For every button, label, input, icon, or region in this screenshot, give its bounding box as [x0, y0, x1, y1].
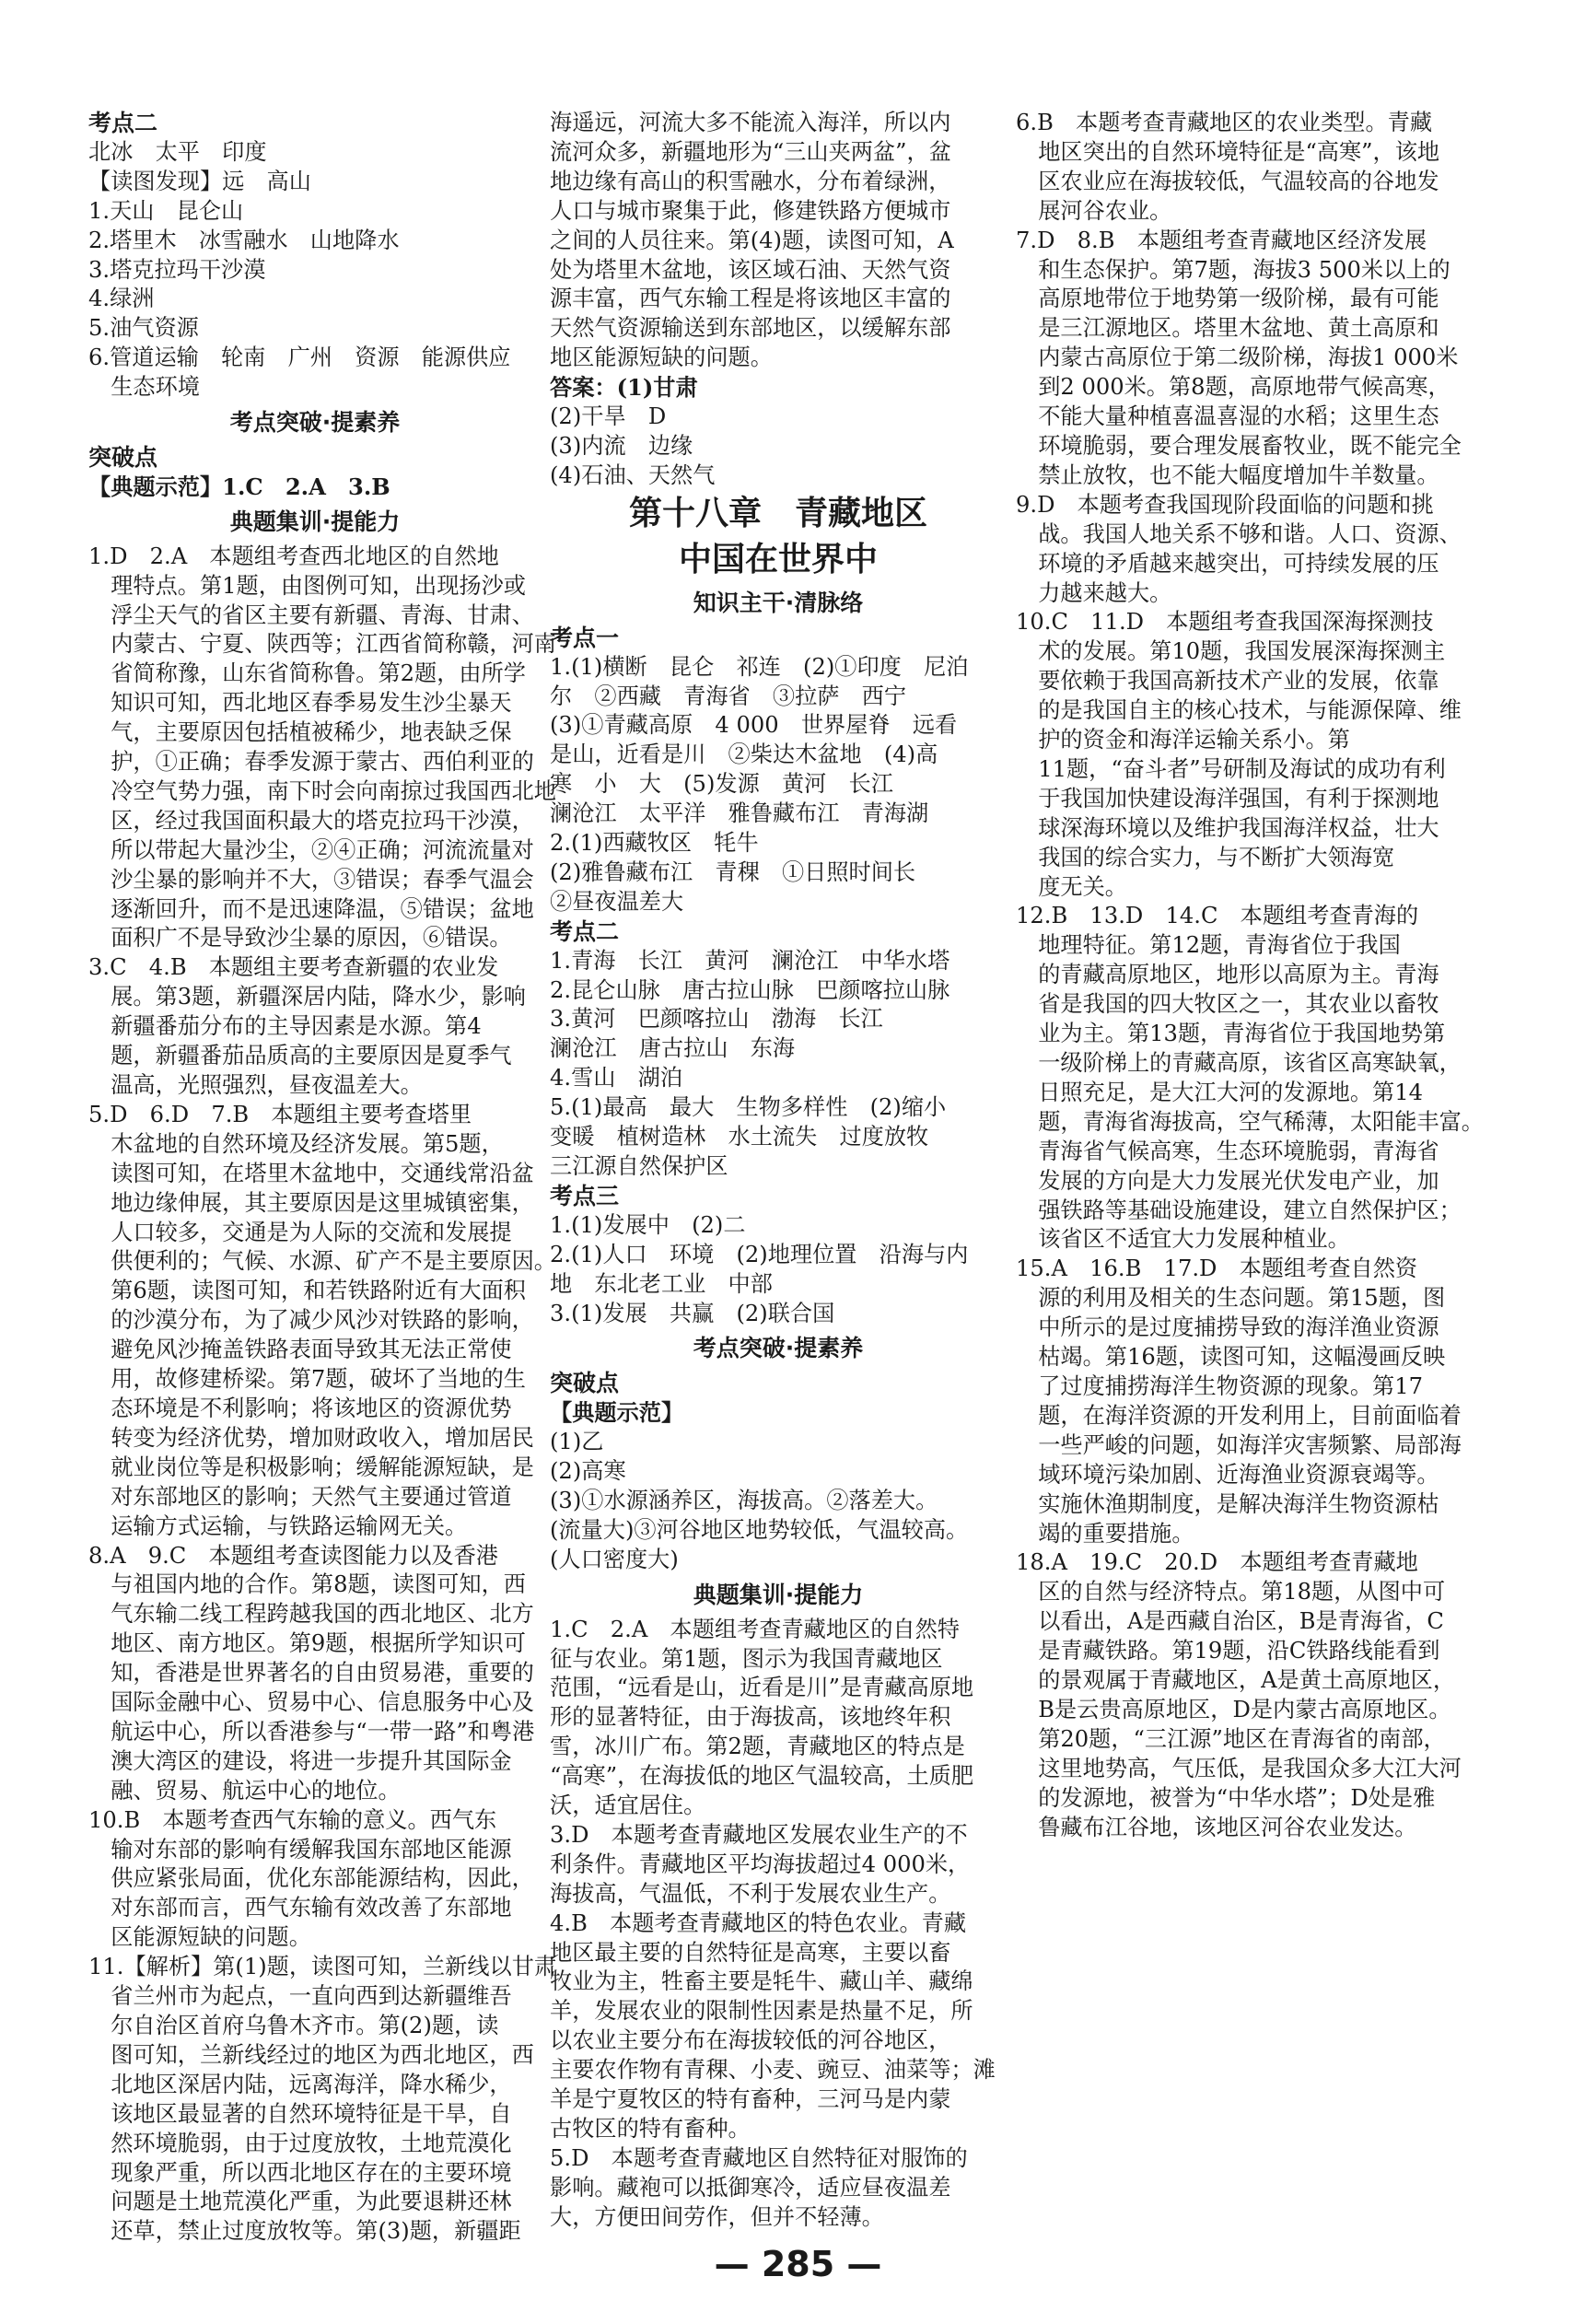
text-line: 主要农作物有青稞、小麦、豌豆、油菜等；滩 — [550, 2057, 996, 2084]
text-line: 的是我国自主的核心技术，与能源保障、维 — [1016, 697, 1462, 724]
text-line: 该地区最显著的自然环境特征是干旱，自 — [88, 2100, 512, 2127]
text-line: 日照充足，是大江大河的发源地。第14 — [1016, 1079, 1423, 1105]
text-line: 澳大湾区的建设，将进一步提升其国际金 — [88, 1747, 512, 1774]
text-line: 于我国加快建设海洋强国，有利于探测地 — [1016, 785, 1439, 812]
text-line: 11.【解析】第(1)题，读图可知，兰新线以甘肃 — [88, 1954, 557, 1980]
text-line: (3)①水源涵养区，海拔高。②落差大。 — [550, 1487, 938, 1513]
subsection-banner: 典题集训·提能力 — [229, 508, 401, 535]
text-line: 所以带起大量沙尘，②④正确；河流流量对 — [88, 836, 534, 863]
text-line: 海拔高，气温低，不利于发展农业生产。 — [550, 1880, 951, 1907]
text-line: 逐渐回升，而不是迅速降温，⑤错误；盆地 — [88, 895, 534, 922]
text-line: 雪，冰川广布。第2题，青藏地区的特点是 — [550, 1734, 965, 1760]
text-line: 6.B 本题考查青藏地区的农业类型。青藏 — [1016, 110, 1433, 135]
text-line: 【典题示范】 — [550, 1399, 684, 1427]
text-line: 然环境脆弱，由于过度放牧，土地荒漠化 — [88, 2130, 512, 2156]
text-line: 的景观属于青藏地区，A是黄土高原地区， — [1016, 1667, 1456, 1694]
text-line: 冷空气势力强，南下时会向南掠过我国西北地 — [88, 777, 556, 804]
text-line: (1)乙 — [550, 1429, 604, 1455]
subsection-banner: 典题集训·提能力 — [693, 1581, 864, 1608]
text-line: 现象严重，所以西北地区存在的主要环境 — [88, 2159, 512, 2186]
text-line: 海遥远，河流大多不能流入海洋，所以内 — [550, 110, 951, 135]
text-line: 鲁藏布江谷地，该地区河谷农业发达。 — [1016, 1814, 1417, 1840]
text-line: “高寒”，在海拔低的地区气温较高，土质肥 — [550, 1763, 974, 1790]
text-line: 中所示的是过度捕捞导致的海洋渔业资源 — [1016, 1314, 1439, 1341]
chapter-title: 中国在世界中 — [678, 540, 878, 578]
text-line: 10.B 本题考查西气东输的意义。西气东 — [88, 1806, 497, 1833]
text-line: 影响。藏袍可以抵御寒冷，适应昼夜温差 — [550, 2174, 951, 2201]
text-line: 发展的方向是大力发展光伏发电产业，加 — [1016, 1167, 1439, 1194]
text-line: 对东部而言，西气东输有效改善了东部地 — [88, 1895, 512, 1921]
text-line: 18.A 19.C 20.D 本题组考查青藏地 — [1016, 1549, 1418, 1576]
text-line: 知，香港是世界著名的自由贸易港，重要的 — [88, 1660, 534, 1687]
text-line: 内蒙古、宁夏、陕西等；江西省简称赣，河南 — [88, 631, 556, 658]
text-line: 三江源自然保护区 — [550, 1153, 728, 1179]
section-heading: 突破点 — [550, 1370, 620, 1397]
text-line: (3)①青藏高原 4 000 世界屋脊 远看 — [550, 712, 958, 739]
text-line: 域环境污染加剧、近海渔业资源衰竭等。 — [1016, 1461, 1439, 1488]
text-line: 航运中心，所以香港参与“一带一路”和粤港 — [88, 1718, 535, 1745]
text-line: 2.昆仑山脉 唐古拉山脉 巴颜喀拉山脉 — [550, 976, 950, 1003]
text-line: 融、贸易、航运中心的地位。 — [88, 1777, 401, 1804]
answer-column-middle — [550, 109, 1007, 2233]
text-line: (4)石油、天然气 — [550, 461, 716, 488]
text-line: 古牧区的特有畜种。 — [550, 2116, 751, 2142]
text-line: 图可知，兰新线经过的地区为西北地区，西 — [88, 2041, 534, 2068]
text-line: 与祖国内地的合作。第8题，读图可知，西 — [88, 1571, 526, 1598]
text-line: 术的发展。第10题，我国发展深海探测主 — [1016, 638, 1446, 665]
text-line: 省简称豫，山东省简称鲁。第2题，由所学 — [88, 660, 526, 687]
text-line: 我国的综合实力，与不断扩大领海宽 — [1016, 844, 1395, 870]
text-line: 地区突出的自然环境特征是“高寒”，该地 — [1016, 138, 1440, 165]
text-line: 的沙漠分布，为了减少风沙对铁路的影响， — [88, 1307, 534, 1334]
text-line: 3.D 本题考查青藏地区发展农业生产的不 — [550, 1821, 968, 1848]
text-line: 11题，“奋斗者”号研制及海试的成功有利 — [1016, 755, 1446, 782]
text-line: 7.D 8.B 本题组考查青藏地区经济发展 — [1016, 227, 1427, 253]
text-line: 度无关。 — [1016, 873, 1127, 900]
text-line: 沙尘暴的影响并不大，③错误；春季气温会 — [88, 866, 534, 893]
text-line: 2.(1)人口 环境 (2)地理位置 沿海与内 — [550, 1241, 969, 1267]
text-line: 范围，“远看是山，近看是川”是青藏高原地 — [550, 1675, 974, 1701]
answer-column-left — [88, 109, 557, 2247]
text-line: 展河谷农业。 — [1016, 197, 1172, 224]
section-heading: 考点三 — [550, 1182, 620, 1209]
text-line: 15.A 16.B 17.D 本题组考查自然资 — [1016, 1255, 1418, 1282]
text-line: 一些严峻的问题，如海洋灾害频繁、局部海 — [1016, 1431, 1462, 1458]
text-line: 变暖 植树造林 水土流失 过度放牧 — [550, 1124, 929, 1150]
text-line: 护的资金和海洋运输关系小。第 — [1016, 727, 1350, 753]
section-heading: 考点二 — [550, 917, 620, 945]
text-line: 新疆番茄分布的主导因素是水源。第4 — [88, 1013, 482, 1040]
text-line: 澜沧江 太平洋 雅鲁藏布江 青海湖 — [550, 800, 929, 827]
text-line: 处为塔里木盆地，该区域石油、天然气资 — [550, 256, 951, 283]
text-line: 1.青海 长江 黄河 澜沧江 中华水塔 — [550, 947, 950, 974]
text-line: 2.(1)西藏牧区 牦牛 — [550, 830, 759, 857]
text-line: ②昼夜温差大 — [550, 888, 684, 915]
text-line: 气，主要原因包括植被稀少，地表缺乏保 — [88, 719, 512, 746]
text-line: 和生态保护。第7题，海拔3 500米以上的 — [1016, 256, 1450, 283]
text-line: 澜沧江 唐古拉山 东海 — [550, 1035, 796, 1062]
text-line: 要依赖于我国高新技术产业的发展，依靠 — [1016, 668, 1439, 695]
text-line: 供便利的；气候、水源、矿产不是主要原因。 — [88, 1248, 556, 1275]
text-line: 区能源短缺的问题。 — [88, 1924, 311, 1951]
text-line: 供应紧张局面，优化东部能源结构，因此， — [88, 1865, 534, 1892]
text-line: 问题是土地荒漠化严重，为此要退耕还林 — [88, 2189, 512, 2215]
text-line: 地边缘有高山的积雪融水，分布着绿洲， — [550, 168, 951, 194]
text-line: (流量大)③河谷地区地势较低，气温较高。 — [550, 1516, 969, 1543]
text-line: 之间的人员往来。第(4)题，读图可知，A — [550, 227, 954, 253]
text-line: 1.D 2.A 本题组考查西北地区的自然地 — [88, 543, 499, 569]
text-line: 1.天山 昆仑山 — [88, 197, 244, 224]
text-line: 1.C 2.A 本题组考查青藏地区的自然特 — [550, 1616, 960, 1642]
text-line: 答案：(1)甘肃 — [550, 374, 698, 402]
text-line: 木盆地的自然环境及经济发展。第5题， — [88, 1130, 504, 1157]
text-line: 的发源地，被誉为“中华水塔”；D处是雅 — [1016, 1784, 1436, 1811]
text-line: 青海省气候高寒，生态环境脆弱，青海省 — [1016, 1138, 1439, 1164]
text-line: (人口密度大) — [550, 1546, 679, 1572]
text-line: 10.C 11.D 本题组考查我国深海探测技 — [1016, 609, 1434, 636]
answer-column-right — [1016, 109, 1484, 1842]
text-line: 3.黄河 巴颜喀拉山 渤海 长江 — [550, 1006, 883, 1033]
text-line: 人口较多，交通是为人际的交流和发展提 — [88, 1219, 512, 1245]
text-line: 3.C 4.B 本题组主要考查新疆的农业发 — [88, 954, 499, 981]
text-line: 3.塔克拉玛干沙漠 — [88, 256, 266, 283]
text-line: 9.D 本题考查我国现阶段面临的问题和挑 — [1016, 491, 1434, 518]
text-line: 地 东北老工业 中部 — [550, 1270, 773, 1297]
text-line: 还草，禁止过度放牧等。第(3)题，新疆距 — [88, 2218, 521, 2245]
text-line: 5.(1)最高 最大 生物多样性 (2)缩小 — [550, 1094, 947, 1121]
text-line: 温高，光照强烈，昼夜温差大。 — [88, 1072, 423, 1098]
text-line: B是云贵高原地区，D是内蒙古高原地区。 — [1016, 1696, 1451, 1722]
text-line: (2)雅鲁藏布江 青稞 ①日照时间长 — [550, 858, 916, 885]
text-line: 题，新疆番茄品质高的主要原因是夏季气 — [88, 1043, 512, 1069]
text-line: 输对东部的影响有缓解我国东部地区能源 — [88, 1836, 512, 1862]
text-line: 尔 ②西藏 青海省 ③拉萨 西宁 — [550, 683, 907, 709]
text-line: 运输方式运输，与铁路运输网无关。 — [88, 1512, 468, 1539]
text-line: 大，方便田间劳作，但并不轻薄。 — [550, 2203, 884, 2230]
section-heading: 突破点 — [88, 443, 158, 471]
text-line: 征与农业。第1题，图示为我国青藏地区 — [550, 1645, 943, 1672]
text-line: 地区、南方地区。第9题，根据所学知识可 — [88, 1630, 526, 1657]
text-line: 该省区不适宜大力发展种植业。 — [1016, 1226, 1350, 1253]
text-line: 【读图发现】远 高山 — [88, 168, 311, 194]
text-line: 环境的矛盾越来越突出，可持续发展的压 — [1016, 550, 1439, 577]
text-line: 2.塔里木 冰雪融水 山地降水 — [88, 227, 400, 253]
text-line: (2)高寒 — [550, 1458, 626, 1485]
text-line: 1.(1)发展中 (2)二 — [550, 1211, 746, 1238]
text-line: 题，青海省海拔高，空气稀薄，太阳能丰富。 — [1016, 1108, 1484, 1135]
text-line: 业为主。第13题，青海省位于我国地势第 — [1016, 1021, 1446, 1047]
text-line: 转变为经济优势，增加财政收入，增加居民 — [88, 1424, 534, 1451]
text-line: 4.B 本题考查青藏地区的特色农业。青藏 — [550, 1909, 967, 1936]
text-line: 知识可知，西北地区春季易发生沙尘暴天 — [88, 690, 512, 717]
text-line: 北地区深居内陆，远离海洋，降水稀少， — [88, 2071, 512, 2097]
text-line: 环境脆弱，要合理发展畜牧业，既不能完全 — [1016, 432, 1462, 459]
text-line: 竭的重要措施。 — [1016, 1520, 1194, 1547]
text-line: 地区能源短缺的问题。 — [550, 344, 773, 371]
text-line: 地区最主要的自然特征是高寒，主要以畜 — [550, 1939, 951, 1966]
text-line: 禁止放牧，也不能大幅度增加牛羊数量。 — [1016, 461, 1439, 488]
text-line: 是山，近看是川 ②柴达木盆地 (4)高 — [550, 741, 938, 768]
text-line: 人口与城市聚集于此，修建铁路方便城市 — [550, 197, 951, 224]
text-line: 读图可知，在塔里木盆地中，交通线常沿盆 — [88, 1160, 534, 1186]
text-line: 强铁路等基础设施建设，建立自然保护区； — [1016, 1197, 1462, 1223]
text-line: 生态环境 — [88, 374, 200, 401]
text-line: 气东输二线工程跨越我国的西北地区、北方 — [88, 1601, 534, 1628]
text-line: 就业岗位等是积极影响；缓解能源短缺，是 — [88, 1454, 534, 1480]
text-line: 浮尘天气的省区主要有新疆、青海、甘肃、 — [88, 601, 534, 628]
text-line: 区的自然与经济特点。第18题，从图中可 — [1016, 1579, 1446, 1606]
text-line: 省兰州市为起点，一直向西到达新疆维吾 — [88, 1983, 512, 2010]
text-line: 寒 小 大 (5)发源 黄河 长江 — [550, 771, 893, 798]
text-line: 北冰 太平 印度 — [88, 138, 267, 165]
text-line: 6.管道运输 轮南 广州 资源 能源供应 — [88, 344, 511, 371]
text-line: 战。我国人地关系不够和谐。人口、资源、 — [1016, 520, 1462, 547]
text-line: 态环境是不利影响；将该地区的资源优势 — [88, 1395, 512, 1421]
text-line: 源的利用及相关的生态问题。第15题，图 — [1016, 1285, 1446, 1312]
text-line: 国际金融中心、贸易中心、信息服务中心及 — [88, 1689, 534, 1716]
text-line: 避免风沙掩盖铁路表面导致其无法正常使 — [88, 1337, 512, 1363]
text-line: 展。第3题，新疆深居内陆，降水少，影响 — [88, 984, 526, 1010]
text-line: 流河众多，新疆地形为“三山夹两盆”，盆 — [550, 138, 951, 165]
text-line: 一级阶梯上的青藏高原，该省区高寒缺氧， — [1016, 1050, 1462, 1076]
page-number: — 285 — — [714, 2244, 882, 2284]
text-line: 不能大量种植喜温喜湿的水稻；这里生态 — [1016, 403, 1439, 430]
text-line: 【典题示范】1.C 2.A 3.B — [88, 473, 390, 500]
text-line: 羊，发展农业的限制性因素是热量不足，所 — [550, 1998, 973, 2025]
text-line: 是三江源地区。塔里木盆地、黄土高原和 — [1016, 315, 1439, 342]
subsection-banner: 考点突破·提素养 — [229, 409, 401, 437]
text-line: 以看出，A是西藏自治区，B是青海省，C — [1016, 1608, 1444, 1635]
text-line: 是青藏铁路。第19题，沿C铁路线能看到 — [1016, 1638, 1440, 1664]
text-line: 3.(1)发展 共赢 (2)联合国 — [550, 1300, 835, 1326]
text-line: 了过度捕捞海洋生物资源的现象。第17 — [1016, 1372, 1423, 1399]
text-line: 源丰富，西气东输工程是将该地区丰富的 — [550, 286, 951, 312]
text-line: 牧业为主，牲畜主要是牦牛、藏山羊、藏绵 — [550, 1968, 973, 1995]
text-line: 第20题，“三江源”地区在青海省的南部， — [1016, 1725, 1446, 1752]
text-line: 省是我国的四大牧区之一，其农业以畜牧 — [1016, 991, 1439, 1018]
text-line: 力越来越大。 — [1016, 579, 1172, 606]
text-line: 地理特征。第12题，青海省位于我国 — [1016, 932, 1401, 959]
text-line: (2)干旱 D — [550, 403, 667, 430]
text-line: 的青藏高原地区，地形以高原为主。青海 — [1016, 962, 1439, 988]
text-line: 1.(1)横断 昆仑 祁连 (2)①印度 尼泊 — [550, 653, 969, 680]
text-line: 护，①正确；春季发源于蒙古、西伯利亚的 — [88, 749, 534, 776]
text-line: 利条件。青藏地区平均海拔超过4 000米， — [550, 1851, 971, 1877]
text-line: 形的显著特征，由于海拔高，该地终年积 — [550, 1704, 951, 1731]
text-line: 实施休渔期制度，是解决海洋生物资源枯 — [1016, 1490, 1439, 1517]
text-line: 球深海环境以及维护我国海洋权益，壮大 — [1016, 814, 1439, 841]
text-line: 题，在海洋资源的开发利用上，目前面临着 — [1016, 1402, 1462, 1429]
text-line: 枯竭。第16题，读图可知，这幅漫画反映 — [1016, 1344, 1446, 1371]
text-line: 到2 000米。第8题，高原地带气候高寒， — [1016, 374, 1450, 401]
text-line: 内蒙古高原位于第二级阶梯，海拔1 000米 — [1016, 344, 1459, 371]
text-line: (3)内流 边缘 — [550, 432, 693, 459]
text-line: 区农业应在海拔较低，气温较高的谷地发 — [1016, 168, 1439, 194]
chapter-title: 第十八章 青藏地区 — [628, 494, 927, 532]
text-line: 第6题，读图可知，和若铁路附近有大面积 — [88, 1278, 526, 1304]
text-line: 5.油气资源 — [88, 315, 199, 342]
text-line: 高原地带位于地势第一级阶梯，最有可能 — [1016, 286, 1439, 312]
text-line: 面积广不是导致沙尘暴的原因，⑥错误。 — [88, 925, 512, 952]
text-line: 沃，适宜居住。 — [550, 1792, 706, 1819]
subsection-banner: 知识主干·清脉络 — [693, 589, 864, 616]
text-line: 5.D 6.D 7.B 本题组主要考查塔里 — [88, 1101, 472, 1127]
text-line: 12.B 13.D 14.C 本题组考查青海的 — [1016, 903, 1419, 929]
section-heading: 考点二 — [88, 110, 158, 136]
text-line: 这里地势高，气压低，是我国众多大江大河 — [1016, 1755, 1462, 1781]
text-line: 5.D 本题考查青藏地区自然特征对服饰的 — [550, 2144, 968, 2171]
text-line: 8.A 9.C 本题组考查读图能力以及香港 — [88, 1542, 498, 1569]
text-line: 4.绿洲 — [88, 286, 155, 312]
subsection-banner: 考点突破·提素养 — [693, 1335, 864, 1362]
section-heading: 考点一 — [550, 624, 620, 651]
text-line: 理特点。第1题，由图例可知，出现扬沙或 — [88, 572, 526, 599]
text-line: 区，经过我国面积最大的塔克拉玛干沙漠， — [88, 807, 534, 834]
text-line: 羊是宁夏牧区的特有畜种，三河马是内蒙 — [550, 2086, 951, 2113]
text-line: 尔自治区首府乌鲁木齐市。第(2)题，读 — [88, 2013, 499, 2038]
text-line: 地边缘伸展，其主要原因是这里城镇密集， — [88, 1189, 534, 1216]
text-line: 对东部地区的影响；天然气主要通过管道 — [88, 1483, 512, 1510]
text-line: 以农业主要分布在海拔较低的河谷地区， — [550, 2027, 951, 2054]
text-line: 用，故修建桥梁。第7题，破坏了当地的生 — [88, 1366, 526, 1393]
text-line: 4.雪山 湖泊 — [550, 1065, 683, 1092]
text-line: 天然气资源输送到东部地区，以缓解东部 — [550, 315, 951, 342]
